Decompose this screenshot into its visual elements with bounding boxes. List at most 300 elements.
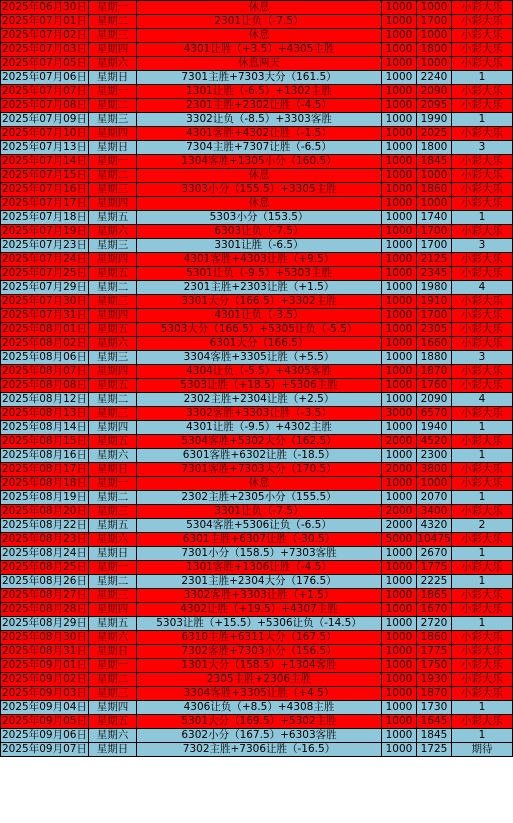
stake-cell: 2000 bbox=[382, 463, 417, 477]
bet-cell: 2301主胜+2303让胜（+1.5） bbox=[137, 281, 382, 295]
bet-cell: 2302主胜+2305小分（155.5） bbox=[137, 491, 382, 505]
result-cell: 小彩大乐 bbox=[452, 323, 513, 337]
weekday-cell: 星期六 bbox=[89, 449, 137, 463]
date-cell: 2025年08月16日 bbox=[2, 449, 87, 461]
date-cell: 2025年09月05日 bbox=[2, 715, 87, 727]
date-cell: 2025年08月19日 bbox=[2, 491, 87, 503]
result-cell: 小彩大乐 bbox=[452, 673, 513, 687]
result-cell: 小彩大乐 bbox=[452, 295, 513, 309]
table-row bbox=[1, 155, 513, 169]
bet-cell: 3302客胜+3303让胜（+1.5） bbox=[137, 589, 382, 603]
result-cell: 小彩大乐 bbox=[452, 365, 513, 379]
bet-cell: 休息 bbox=[137, 29, 382, 43]
result-cell: 1 bbox=[452, 113, 513, 127]
table-row bbox=[1, 715, 513, 729]
result-cell: 小彩大乐 bbox=[452, 57, 513, 71]
weekday-cell: 星期日 bbox=[89, 463, 137, 477]
date-cell: 2025年09月02日 bbox=[2, 673, 87, 685]
table-row bbox=[1, 141, 513, 155]
date-cell: 2025年08月13日 bbox=[2, 407, 87, 419]
bet-cell: 7302客胜+7303小分（156.5） bbox=[137, 645, 382, 659]
table-row bbox=[1, 309, 513, 323]
stake-cell: 1000 bbox=[382, 701, 417, 715]
result-cell: 小彩大乐 bbox=[452, 337, 513, 351]
balance-cell: 1910 bbox=[417, 295, 452, 309]
stake-cell: 1000 bbox=[382, 449, 417, 463]
balance-cell: 2090 bbox=[417, 85, 452, 99]
bet-cell: 休息 bbox=[137, 1, 382, 15]
date-cell: 2025年07月23日 bbox=[2, 239, 87, 251]
date-cell: 2025年09月04日 bbox=[2, 701, 87, 713]
weekday-cell: 星期五 bbox=[89, 323, 137, 337]
weekday-cell: 星期二 bbox=[89, 491, 137, 505]
table-row bbox=[1, 743, 513, 757]
table-row bbox=[1, 1, 513, 15]
stake-cell: 1000 bbox=[382, 603, 417, 617]
result-cell: 1 bbox=[452, 211, 513, 225]
date-cell: 2025年07月19日 bbox=[2, 225, 87, 237]
stake-cell: 1000 bbox=[382, 29, 417, 43]
table-row bbox=[1, 225, 513, 239]
weekday-cell: 星期一 bbox=[89, 561, 137, 575]
result-cell: 小彩大乐 bbox=[452, 561, 513, 575]
result-cell: 小彩大乐 bbox=[452, 715, 513, 729]
stake-cell: 1000 bbox=[382, 561, 417, 575]
date-cell: 2025年06月30日 bbox=[2, 1, 87, 13]
stake-cell: 1000 bbox=[382, 323, 417, 337]
stake-cell: 1000 bbox=[382, 589, 417, 603]
weekday-cell: 星期一 bbox=[89, 659, 137, 673]
result-cell: 小彩大乐 bbox=[452, 127, 513, 141]
stake-cell: 1000 bbox=[382, 351, 417, 365]
date-cell: 2025年08月29日 bbox=[2, 617, 87, 629]
result-cell: 小彩大乐 bbox=[452, 505, 513, 519]
table-row bbox=[1, 729, 513, 743]
bet-cell: 3301让负（-7.5） bbox=[137, 505, 382, 519]
weekday-cell: 星期二 bbox=[89, 281, 137, 295]
table-row bbox=[1, 575, 513, 589]
result-cell: 小彩大乐 bbox=[452, 29, 513, 43]
stake-cell: 1000 bbox=[382, 379, 417, 393]
bet-cell: 5303小分（153.5） bbox=[137, 211, 382, 225]
date-cell: 2025年07月17日 bbox=[2, 197, 87, 209]
bet-cell: 3304客胜+3305让胜（+4.5） bbox=[137, 687, 382, 701]
balance-cell: 2090 bbox=[417, 393, 452, 407]
weekday-cell: 星期三 bbox=[89, 295, 137, 309]
balance-cell: 3800 bbox=[417, 463, 452, 477]
bet-cell: 5304客胜+5306让负（-6.5） bbox=[137, 519, 382, 533]
table-row bbox=[1, 435, 513, 449]
balance-cell: 2240 bbox=[417, 71, 452, 85]
stake-cell: 1000 bbox=[382, 155, 417, 169]
result-cell: 小彩大乐 bbox=[452, 225, 513, 239]
date-cell: 2025年08月25日 bbox=[2, 561, 87, 573]
date-cell: 2025年07月02日 bbox=[2, 29, 87, 41]
date-cell: 2025年07月07日 bbox=[2, 85, 87, 97]
result-cell: 小彩大乐 bbox=[452, 85, 513, 99]
result-cell: 1 bbox=[452, 71, 513, 85]
weekday-cell: 星期一 bbox=[89, 85, 137, 99]
weekday-cell: 星期日 bbox=[89, 645, 137, 659]
result-cell: 1 bbox=[452, 421, 513, 435]
bet-cell: 2302主胜+2304让胜（+2.5） bbox=[137, 393, 382, 407]
balance-cell: 1760 bbox=[417, 379, 452, 393]
balance-cell: 1930 bbox=[417, 673, 452, 687]
stake-cell: 1000 bbox=[382, 57, 417, 71]
balance-cell: 1000 bbox=[417, 169, 452, 183]
balance-cell: 10475 bbox=[417, 533, 451, 545]
result-cell: 小彩大乐 bbox=[452, 463, 513, 477]
weekday-cell: 星期日 bbox=[89, 71, 137, 85]
balance-cell: 1000 bbox=[417, 1, 452, 15]
date-cell: 2025年08月31日 bbox=[2, 645, 87, 657]
stake-cell: 1000 bbox=[382, 491, 417, 505]
table-row bbox=[1, 407, 513, 421]
bet-cell: 6310主胜+6311大分（167.5） bbox=[137, 631, 382, 645]
table-row bbox=[1, 127, 513, 141]
table-row bbox=[1, 631, 513, 645]
balance-cell: 2305 bbox=[417, 323, 452, 337]
result-cell: 小彩大乐 bbox=[452, 309, 513, 323]
bet-cell: 5303让胜（+18.5）+5306主胜 bbox=[137, 379, 382, 393]
table-row bbox=[1, 211, 513, 225]
table-row bbox=[1, 477, 513, 491]
result-cell: 期待 bbox=[452, 743, 513, 757]
bet-cell: 5304客胜+5302大分（162.5） bbox=[137, 435, 382, 449]
table-row bbox=[1, 645, 513, 659]
balance-cell: 1000 bbox=[417, 29, 452, 43]
table-row bbox=[1, 197, 513, 211]
balance-cell: 1000 bbox=[417, 477, 452, 491]
table-row bbox=[1, 57, 513, 71]
table-row bbox=[1, 323, 513, 337]
stake-cell: 1000 bbox=[382, 183, 417, 197]
weekday-cell: 星期四 bbox=[89, 701, 137, 715]
bet-cell: 3302让负（-8.5）+3303客胜 bbox=[137, 113, 382, 127]
stake-cell: 1000 bbox=[382, 743, 417, 757]
balance-cell: 1700 bbox=[417, 309, 452, 323]
balance-cell: 1845 bbox=[417, 729, 452, 743]
balance-cell: 1670 bbox=[417, 603, 452, 617]
weekday-cell: 星期六 bbox=[89, 337, 137, 351]
result-cell: 1 bbox=[452, 575, 513, 589]
bet-cell: 6301客胜+6302让胜（-18.5） bbox=[137, 449, 382, 463]
balance-cell: 1845 bbox=[417, 155, 452, 169]
weekday-cell: 星期三 bbox=[89, 29, 137, 43]
date-cell: 2025年07月29日 bbox=[2, 281, 87, 293]
balance-cell: 1700 bbox=[417, 225, 452, 239]
date-cell: 2025年07月24日 bbox=[2, 253, 87, 265]
date-cell: 2025年08月02日 bbox=[2, 337, 87, 349]
result-cell: 小彩大乐 bbox=[452, 603, 513, 617]
bet-cell: 3301让胜（-6.5） bbox=[137, 239, 382, 253]
balance-cell: 4520 bbox=[417, 435, 452, 449]
table-row bbox=[1, 519, 513, 533]
stake-cell: 1000 bbox=[382, 673, 417, 687]
stake-cell: 1000 bbox=[382, 729, 417, 743]
date-cell: 2025年07月14日 bbox=[2, 155, 87, 167]
date-cell: 2025年07月13日 bbox=[2, 141, 87, 153]
table-body bbox=[1, 1, 513, 757]
bet-cell: 休息两天 bbox=[137, 57, 382, 71]
table-row bbox=[1, 687, 513, 701]
bet-cell: 7301客胜+7303大分（170.5） bbox=[137, 463, 382, 477]
stake-cell: 1000 bbox=[382, 477, 417, 491]
table-row bbox=[1, 533, 513, 547]
table-row bbox=[1, 253, 513, 267]
bet-cell: 4301让胜（-9.5）+4302主胜 bbox=[137, 421, 382, 435]
balance-cell: 1740 bbox=[417, 211, 452, 225]
weekday-cell: 星期二 bbox=[89, 15, 137, 29]
date-cell: 2025年08月12日 bbox=[2, 393, 87, 405]
result-cell: 小彩大乐 bbox=[452, 267, 513, 281]
bet-cell: 5303大分（166.5）+5305让负（-5.5） bbox=[137, 323, 382, 337]
weekday-cell: 星期三 bbox=[89, 183, 137, 197]
date-cell: 2025年08月22日 bbox=[2, 519, 87, 531]
date-cell: 2025年07月30日 bbox=[2, 295, 87, 307]
stake-cell: 1000 bbox=[382, 1, 417, 15]
bet-cell: 1304客胜+1305小分（160.5） bbox=[137, 155, 382, 169]
result-cell: 2 bbox=[452, 519, 513, 533]
weekday-cell: 星期六 bbox=[89, 729, 137, 743]
table-row bbox=[1, 365, 513, 379]
weekday-cell: 星期四 bbox=[89, 421, 137, 435]
stake-cell: 1000 bbox=[382, 169, 417, 183]
result-cell: 小彩大乐 bbox=[452, 407, 513, 421]
stake-cell: 1000 bbox=[382, 43, 417, 57]
stake-cell: 1000 bbox=[382, 715, 417, 729]
bet-cell: 1301让胜（-6.5）+1302主胜 bbox=[137, 85, 382, 99]
balance-cell: 1750 bbox=[417, 659, 452, 673]
date-cell: 2025年07月18日 bbox=[2, 211, 87, 223]
bet-cell: 4301客胜+4303让胜（+9.5） bbox=[137, 253, 382, 267]
bet-cell: 5301大分（169.5）+5302主胜 bbox=[137, 715, 382, 729]
balance-cell: 2300 bbox=[417, 449, 452, 463]
table-row bbox=[1, 449, 513, 463]
result-cell: 1 bbox=[452, 449, 513, 463]
stake-cell: 5000 bbox=[382, 533, 417, 547]
weekday-cell: 星期五 bbox=[89, 715, 137, 729]
bet-cell: 2301让负（-7.5） bbox=[137, 15, 382, 29]
stake-cell: 1000 bbox=[382, 309, 417, 323]
weekday-cell: 星期五 bbox=[89, 379, 137, 393]
stake-cell: 1000 bbox=[382, 617, 417, 631]
date-cell: 2025年08月18日 bbox=[2, 477, 87, 489]
table-row bbox=[1, 491, 513, 505]
weekday-cell: 星期五 bbox=[89, 211, 137, 225]
date-cell: 2025年07月25日 bbox=[2, 267, 87, 279]
bet-cell: 7304主胜+7307让胜（-6.5） bbox=[137, 141, 382, 155]
stake-cell: 1000 bbox=[382, 99, 417, 113]
balance-cell: 1725 bbox=[417, 743, 452, 757]
date-cell: 2025年07月08日 bbox=[2, 99, 87, 111]
stake-cell: 1000 bbox=[382, 225, 417, 239]
weekday-cell: 星期一 bbox=[89, 477, 137, 491]
table-row bbox=[1, 561, 513, 575]
date-cell: 2025年08月08日 bbox=[2, 379, 87, 391]
weekday-cell: 星期四 bbox=[89, 603, 137, 617]
table-row bbox=[1, 673, 513, 687]
bet-cell: 4301让胜（+3.5）+4305主胜 bbox=[137, 43, 382, 57]
result-cell: 小彩大乐 bbox=[452, 477, 513, 491]
result-cell: 小彩大乐 bbox=[452, 379, 513, 393]
weekday-cell: 星期日 bbox=[89, 547, 137, 561]
bet-cell: 6301主胜+6307让胜（-30.5） bbox=[137, 533, 382, 547]
table-row bbox=[1, 267, 513, 281]
stake-cell: 1000 bbox=[382, 281, 417, 295]
balance-cell: 1865 bbox=[417, 589, 452, 603]
bet-cell: 3302客胜+3303让胜（-3.5） bbox=[137, 407, 382, 421]
balance-cell: 1860 bbox=[417, 631, 452, 645]
weekday-cell: 星期二 bbox=[89, 673, 137, 687]
stake-cell: 1000 bbox=[382, 659, 417, 673]
weekday-cell: 星期三 bbox=[89, 351, 137, 365]
weekday-cell: 星期三 bbox=[89, 589, 137, 603]
stake-cell: 2000 bbox=[382, 519, 417, 533]
weekday-cell: 星期五 bbox=[89, 519, 137, 533]
date-cell: 2025年08月20日 bbox=[2, 505, 87, 517]
bet-cell: 6302小分（167.5）+6303客胜 bbox=[137, 729, 382, 743]
table-row bbox=[1, 547, 513, 561]
table-row bbox=[1, 183, 513, 197]
stake-cell: 1000 bbox=[382, 211, 417, 225]
balance-cell: 1645 bbox=[417, 715, 452, 729]
balance-cell: 1990 bbox=[417, 113, 452, 127]
weekday-cell: 星期五 bbox=[89, 435, 137, 449]
weekday-cell: 星期一 bbox=[89, 155, 137, 169]
bet-cell: 7302主胜+7306让胜（-16.5） bbox=[137, 743, 382, 757]
weekday-cell: 星期六 bbox=[89, 533, 137, 547]
balance-cell: 1660 bbox=[417, 337, 452, 351]
result-cell: 3 bbox=[452, 141, 513, 155]
table-row bbox=[1, 379, 513, 393]
balance-cell: 2225 bbox=[417, 575, 452, 589]
balance-cell: 2095 bbox=[417, 99, 452, 113]
date-cell: 2025年08月14日 bbox=[2, 421, 87, 433]
bet-cell: 休息 bbox=[137, 197, 382, 211]
balance-cell: 1775 bbox=[417, 561, 452, 575]
bet-cell: 2305主胜+2306主胜 bbox=[137, 673, 382, 687]
bet-cell: 3303小分（155.5）+3305主胜 bbox=[137, 183, 382, 197]
table-row bbox=[1, 463, 513, 477]
weekday-cell: 星期四 bbox=[89, 253, 137, 267]
date-cell: 2025年08月26日 bbox=[2, 575, 87, 587]
stake-cell: 1000 bbox=[382, 295, 417, 309]
weekday-cell: 星期四 bbox=[89, 197, 137, 211]
balance-cell: 2670 bbox=[417, 547, 452, 561]
weekday-cell: 星期三 bbox=[89, 687, 137, 701]
bet-cell: 2301主胜+2304大分（176.5） bbox=[137, 575, 382, 589]
result-cell: 1 bbox=[452, 617, 513, 631]
weekday-cell: 星期二 bbox=[89, 169, 137, 183]
balance-cell: 1860 bbox=[417, 183, 452, 197]
bet-cell: 4301让负（-3.5） bbox=[137, 309, 382, 323]
date-cell: 2025年08月23日 bbox=[2, 533, 87, 545]
stake-cell: 1000 bbox=[382, 547, 417, 561]
weekday-cell: 星期四 bbox=[89, 43, 137, 57]
stake-cell: 1000 bbox=[382, 127, 417, 141]
weekday-cell: 星期三 bbox=[89, 113, 137, 127]
bet-cell: 5301让负（-9.5）+5303主胜 bbox=[137, 267, 382, 281]
weekday-cell: 星期五 bbox=[89, 617, 137, 631]
weekday-cell: 星期二 bbox=[89, 393, 137, 407]
date-cell: 2025年08月01日 bbox=[2, 323, 87, 335]
table-row bbox=[1, 617, 513, 631]
stake-cell: 1000 bbox=[382, 239, 417, 253]
result-cell: 小彩大乐 bbox=[452, 631, 513, 645]
result-cell: 3 bbox=[452, 351, 513, 365]
stake-cell: 1000 bbox=[382, 141, 417, 155]
date-cell: 2025年07月10日 bbox=[2, 127, 87, 139]
weekday-cell: 星期三 bbox=[89, 505, 137, 519]
date-cell: 2025年08月24日 bbox=[2, 547, 87, 559]
balance-cell: 1700 bbox=[417, 15, 452, 29]
table-row bbox=[1, 71, 513, 85]
weekday-cell: 星期四 bbox=[89, 309, 137, 323]
balance-cell: 2070 bbox=[417, 491, 452, 505]
result-cell: 小彩大乐 bbox=[452, 155, 513, 169]
table-row bbox=[1, 337, 513, 351]
stake-cell: 1000 bbox=[382, 15, 417, 29]
result-cell: 3 bbox=[452, 239, 513, 253]
stake-cell: 1000 bbox=[382, 687, 417, 701]
result-cell: 1 bbox=[452, 701, 513, 715]
date-cell: 2025年08月17日 bbox=[2, 463, 87, 475]
date-cell: 2025年09月03日 bbox=[2, 687, 87, 699]
stake-cell: 1000 bbox=[382, 197, 417, 211]
table-row bbox=[1, 659, 513, 673]
result-cell: 1 bbox=[452, 547, 513, 561]
weekday-cell: 星期四 bbox=[89, 127, 137, 141]
table-row bbox=[1, 239, 513, 253]
date-cell: 2025年07月16日 bbox=[2, 183, 87, 195]
bet-cell: 6301大分（166.5） bbox=[137, 337, 382, 351]
table-row bbox=[1, 603, 513, 617]
balance-cell: 3400 bbox=[417, 505, 452, 519]
bet-cell: 6303让负（-7.5） bbox=[137, 225, 382, 239]
result-cell: 小彩大乐 bbox=[452, 533, 513, 547]
stake-cell: 1000 bbox=[382, 85, 417, 99]
table-row bbox=[1, 421, 513, 435]
balance-cell: 1800 bbox=[417, 141, 452, 155]
weekday-cell: 星期五 bbox=[89, 267, 137, 281]
date-cell: 2025年09月01日 bbox=[2, 659, 87, 671]
stake-cell: 1000 bbox=[382, 421, 417, 435]
result-cell: 小彩大乐 bbox=[452, 435, 513, 449]
result-cell: 小彩大乐 bbox=[452, 99, 513, 113]
stake-cell: 1000 bbox=[382, 267, 417, 281]
table-row bbox=[1, 99, 513, 113]
date-cell: 2025年08月06日 bbox=[2, 351, 87, 363]
stake-cell: 1000 bbox=[382, 365, 417, 379]
balance-cell: 1700 bbox=[417, 239, 452, 253]
weekday-cell: 星期日 bbox=[89, 141, 137, 155]
bet-cell: 3304客胜+3305让胜（+5.5） bbox=[137, 351, 382, 365]
date-cell: 2025年08月27日 bbox=[2, 589, 87, 601]
date-cell: 2025年08月15日 bbox=[2, 435, 87, 447]
date-cell: 2025年08月07日 bbox=[2, 365, 87, 377]
balance-cell: 4320 bbox=[417, 519, 452, 533]
weekday-cell: 星期六 bbox=[89, 57, 137, 71]
result-cell: 小彩大乐 bbox=[452, 1, 513, 15]
result-cell: 小彩大乐 bbox=[452, 645, 513, 659]
date-cell: 2025年07月31日 bbox=[2, 309, 87, 321]
table-row bbox=[1, 351, 513, 365]
result-cell: 小彩大乐 bbox=[452, 589, 513, 603]
bet-cell: 3301大分（166.5）+3302主胜 bbox=[137, 295, 382, 309]
result-cell: 小彩大乐 bbox=[452, 15, 513, 29]
result-cell: 小彩大乐 bbox=[452, 169, 513, 183]
